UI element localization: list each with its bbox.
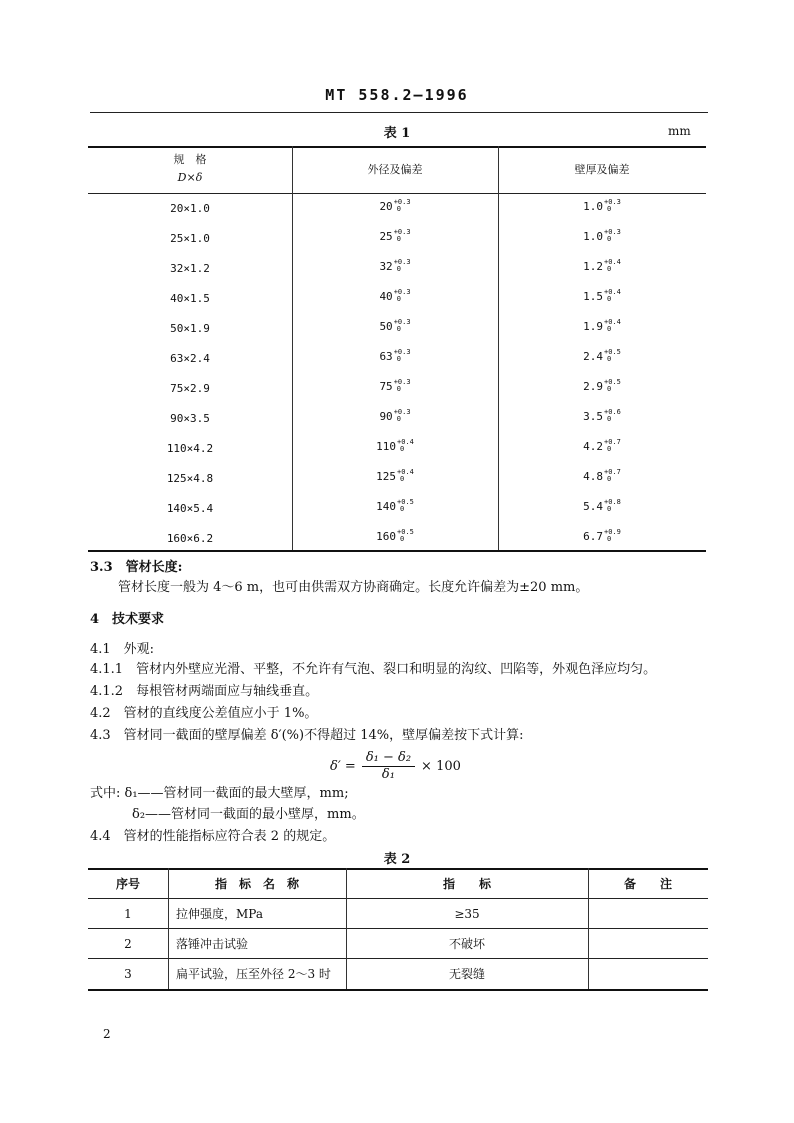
table1-od-cell-tolerance-upper: +0.3 [393, 408, 411, 416]
table1-wall-cell-tolerance [604, 229, 621, 243]
table1-wall-cell-tolerance-lower: 0 [607, 235, 612, 243]
table1-wall-cell-tolerance [604, 289, 621, 303]
table2-header-no: 序号 [115, 877, 140, 891]
table1-od-cell [292, 440, 498, 454]
table1-spec-cell: 125×4.8 [166, 472, 214, 485]
table1-od-cell [292, 380, 498, 394]
table1-od-cell [292, 410, 498, 424]
section-4-1: 4.1 外观: [90, 642, 155, 657]
table1-wall-cell-tolerance [604, 379, 621, 393]
table1-wall-cell-tolerance-lower: 0 [607, 535, 612, 543]
table1-wall-cell-tolerance [604, 319, 621, 333]
table1-spec-cell: 20×1.0 [170, 202, 210, 215]
table1-od-cell-tolerance-lower: 0 [400, 445, 405, 453]
table1-od-cell-tolerance-upper: +0.5 [397, 528, 414, 536]
table1-header-wall: 壁厚及偏差 [574, 163, 630, 176]
table1-od-cell-value: 110 [376, 440, 396, 453]
table1-od-cell-tolerance [394, 259, 411, 273]
table1-wall-cell-tolerance [604, 199, 621, 213]
table1-od-cell-tolerance-lower: 0 [396, 415, 401, 423]
document-header: MT 558.2—1996 [325, 86, 469, 104]
table1-wall-cell [498, 380, 706, 394]
table1-spec-cell: 25×1.0 [170, 232, 210, 245]
table1-od-cell-tolerance [394, 319, 411, 333]
table1-header-rule [88, 193, 706, 194]
table1-bottom-rule [88, 550, 706, 552]
table1-od-cell-tolerance-upper: +0.4 [397, 468, 414, 476]
table1-wall-cell-tolerance-upper: +0.4 [604, 258, 621, 266]
table1-od-cell-tolerance-lower: 0 [396, 325, 401, 333]
table1-od-cell [292, 200, 498, 214]
table1-od-cell-tolerance-lower: 0 [396, 265, 401, 273]
section-4-title: 4 技术要求 [90, 612, 165, 627]
table1-wall-cell [498, 500, 706, 514]
table1-spec-cell: 140×5.4 [166, 502, 214, 515]
header-rule [90, 112, 708, 113]
table1-spec-cell: 63×2.4 [170, 352, 210, 365]
formula-rhs: × 100 [421, 759, 461, 774]
table1-wall-cell-tolerance-upper: +0.3 [604, 228, 621, 236]
table1-wall-cell-tolerance-lower: 0 [607, 505, 612, 513]
table1-wall-cell-tolerance-lower: 0 [607, 385, 612, 393]
table1-wall-cell [498, 230, 706, 244]
table1-caption: 表 1 [383, 126, 411, 141]
table2-row1-no: 1 [124, 907, 132, 921]
table1-od-cell-value: 75 [379, 380, 393, 393]
table1-wall-cell [498, 530, 706, 544]
table1-spec-cell: 90×3.5 [170, 412, 210, 425]
table2-row3-name: 扁平试验，压至外径 2～3 时 [176, 967, 331, 981]
table1-wall-cell-tolerance-upper: +0.5 [604, 348, 621, 356]
table1-wall-cell-value: 5.4 [583, 500, 603, 513]
table1-od-cell [292, 530, 498, 544]
table1-od-cell-value: 32 [379, 260, 393, 273]
table1-od-cell [292, 260, 498, 274]
section-3-3-body: 管材长度一般为 4～6 m，也可由供需双方协商确定。长度允许偏差为±20 mm。 [118, 580, 589, 595]
table2-header-name: 指 标 名 称 [214, 877, 299, 891]
table1-od-cell-value: 25 [379, 230, 393, 243]
table1-od-cell-tolerance-lower: 0 [400, 505, 405, 513]
table1-od-cell-tolerance-lower: 0 [396, 205, 401, 213]
section-4-1-1: 4.1.1 管材内外壁应光滑、平整，不允许有气泡、裂口和明显的沟纹、凹陷等，外观色泽应均匀。 [90, 662, 657, 677]
formula-numerator: δ₁ − δ₂ [362, 750, 415, 767]
table1-wall-cell-tolerance [604, 259, 621, 273]
table1-spec-cell: 32×1.2 [170, 262, 210, 275]
table1-od-cell-tolerance [394, 289, 411, 303]
table2-row2-name: 落锤冲击试验 [176, 937, 249, 951]
table2-row3-value: 无裂缝 [448, 967, 485, 981]
table1-wall-cell-value: 1.5 [583, 290, 603, 303]
table1-header-spec [88, 153, 292, 185]
table1-wall-cell-value: 2.9 [583, 380, 603, 393]
table1-od-cell-value: 90 [379, 410, 393, 423]
table1-wall-cell-tolerance-upper: +0.7 [604, 438, 621, 446]
table1-wall-cell-tolerance-upper: +0.8 [604, 498, 621, 506]
table1-wall-cell-tolerance [604, 439, 621, 453]
table1-wall-cell-value: 3.5 [583, 410, 603, 423]
table1-wall-cell [498, 470, 706, 484]
table1-wall-cell [498, 440, 706, 454]
table1-od-cell [292, 320, 498, 334]
table1-od-cell-tolerance-lower: 0 [400, 535, 405, 543]
table1-wall-cell-tolerance-lower: 0 [607, 265, 612, 273]
table1-od-cell-tolerance [394, 229, 411, 243]
table1-wall-cell-tolerance [604, 349, 621, 363]
table2-row1-name: 拉伸强度，MPa [176, 907, 263, 921]
table1-od-cell-tolerance-lower: 0 [396, 355, 401, 363]
table1-wall-cell-value: 4.8 [583, 470, 603, 483]
table2-row2-no: 2 [124, 937, 132, 951]
table1-wall-cell-tolerance [604, 529, 621, 543]
wall-deviation-formula [330, 750, 461, 783]
table1-spec-cell: 50×1.9 [170, 322, 210, 335]
table1-wall-cell-value: 1.2 [583, 260, 603, 273]
table2-caption: 表 2 [383, 852, 411, 867]
table1-od-cell [292, 500, 498, 514]
table2-row-rule-1 [88, 928, 708, 929]
table1-od-cell-value: 140 [376, 500, 396, 513]
formula-denominator: δ₁ [381, 767, 395, 782]
table1-wall-cell-tolerance-lower: 0 [607, 205, 612, 213]
table1-wall-cell [498, 410, 706, 424]
table1-od-cell-tolerance-upper: +0.3 [393, 228, 411, 236]
table1-wall-cell-tolerance-lower: 0 [607, 445, 612, 453]
table1-wall-cell [498, 350, 706, 364]
table2-row3-no: 3 [124, 967, 132, 981]
table1-header-spec-name: 规 格 [173, 153, 207, 166]
table1-header-spec-formula: D×δ [177, 171, 203, 184]
table1-od-cell-tolerance-lower: 0 [396, 385, 401, 393]
table1-od-cell-tolerance [394, 409, 411, 423]
table2-row1-value: ≥35 [454, 907, 480, 921]
table1-wall-cell [498, 320, 706, 334]
table1-wall-cell-value: 2.4 [583, 350, 603, 363]
table1-od-cell-tolerance [397, 499, 414, 513]
table1-wall-cell-tolerance-upper: +0.6 [604, 408, 621, 416]
table1-od-cell-tolerance-lower: 0 [400, 475, 405, 483]
table1-spec-cell: 110×4.2 [166, 442, 214, 455]
table1-wall-cell-value: 1.9 [583, 320, 603, 333]
table1-wall-cell [498, 290, 706, 304]
table1-od-cell-tolerance [397, 529, 414, 543]
table1-od-cell-tolerance-upper: +0.3 [393, 348, 411, 356]
table1-wall-cell-tolerance-upper: +0.4 [604, 288, 621, 296]
table1-od-cell [292, 350, 498, 364]
table1-od-cell-tolerance-upper: +0.3 [393, 288, 411, 296]
table1-od-cell-tolerance [394, 379, 411, 393]
table1-wall-cell-tolerance [604, 499, 621, 513]
table2-header-rule [88, 898, 708, 899]
table1-wall-cell-value: 1.0 [583, 230, 603, 243]
table1-od-cell-value: 50 [379, 320, 393, 333]
table1-wall-cell-tolerance [604, 409, 621, 423]
table1-wall-cell-tolerance [604, 469, 621, 483]
table1-unit: mm [668, 124, 691, 138]
formula-where-1: 式中: δ₁——管材同一截面的最大壁厚，mm; [90, 786, 349, 801]
table1-wall-cell-tolerance-lower: 0 [607, 295, 612, 303]
section-4-1-2: 4.1.2 每根管材两端面应与轴线垂直。 [90, 684, 319, 699]
table2-row2-value: 不破坏 [448, 937, 485, 951]
table1-wall-cell-tolerance-lower: 0 [607, 475, 612, 483]
table1-spec-cell: 160×6.2 [166, 532, 214, 545]
table1-header-od: 外径及偏差 [367, 163, 423, 176]
table2-bottom-rule [88, 989, 708, 991]
table1-od-cell-value: 160 [376, 530, 396, 543]
table1-wall-cell-value: 4.2 [583, 440, 603, 453]
formula-lhs: δ′ = [330, 759, 356, 774]
table1-wall-cell-tolerance-upper: +0.7 [604, 468, 621, 476]
table2-row-rule-2 [88, 958, 708, 959]
table1-wall-cell-tolerance-lower: 0 [607, 415, 612, 423]
section-4-2: 4.2 管材的直线度公差值应小于 1%。 [90, 706, 318, 721]
section-4-4: 4.4 管材的性能指标应符合表 2 的规定。 [90, 829, 336, 844]
table1-wall-cell-tolerance-lower: 0 [607, 325, 612, 333]
table1-wall-cell-tolerance-upper: +0.3 [604, 198, 621, 206]
table1-wall-cell-value: 1.0 [583, 200, 603, 213]
formula-fraction [362, 750, 415, 783]
table1-od-cell [292, 230, 498, 244]
formula-where-2: δ₂——管材同一截面的最小壁厚，mm。 [132, 807, 365, 822]
table1-od-cell-tolerance-lower: 0 [396, 295, 401, 303]
page-number: 2 [103, 1027, 111, 1041]
table1-wall-cell-tolerance-lower: 0 [607, 355, 612, 363]
table1-od-cell-tolerance-upper: +0.3 [393, 198, 411, 206]
table1-od-cell [292, 470, 498, 484]
table1-od-cell-tolerance-upper: +0.4 [397, 438, 414, 446]
table1-wall-cell-value: 6.7 [583, 530, 603, 543]
table1-od-cell-tolerance [397, 439, 414, 453]
table1-wall-cell-tolerance-upper: +0.4 [604, 318, 621, 326]
table1-od-cell-tolerance-upper: +0.3 [393, 258, 411, 266]
table2-header-note: 备 注 [623, 877, 672, 891]
table1-od-cell-tolerance [394, 199, 411, 213]
table2-top-rule [88, 868, 708, 870]
table1-wall-cell [498, 260, 706, 274]
table1-spec-cell: 40×1.5 [170, 292, 210, 305]
table1-od-cell-tolerance-upper: +0.5 [397, 498, 414, 506]
table1-od-cell-tolerance [394, 349, 411, 363]
section-4-3: 4.3 管材同一截面的壁厚偏差 δ′(%)不得超过 14%，壁厚偏差按下式计算: [90, 728, 524, 743]
table1-od-cell [292, 290, 498, 304]
table1-od-cell-tolerance-upper: +0.3 [393, 378, 411, 386]
table1-od-cell-value: 63 [379, 350, 393, 363]
table1-od-cell-tolerance [397, 469, 414, 483]
table1-od-cell-value: 125 [376, 470, 396, 483]
table1-od-cell-value: 20 [379, 200, 393, 213]
table1-top-rule [88, 146, 706, 148]
section-3-3-title: 3.3 管材长度: [90, 560, 183, 575]
table1-wall-cell-tolerance-upper: +0.9 [604, 528, 621, 536]
table1-od-cell-tolerance-upper: +0.3 [393, 318, 411, 326]
table2-header-value: 指 标 [442, 877, 491, 891]
table1-wall-cell [498, 200, 706, 214]
table1-od-cell-tolerance-lower: 0 [396, 235, 401, 243]
table1-spec-cell: 75×2.9 [170, 382, 210, 395]
table1-wall-cell-tolerance-upper: +0.5 [604, 378, 621, 386]
table1-od-cell-value: 40 [379, 290, 393, 303]
